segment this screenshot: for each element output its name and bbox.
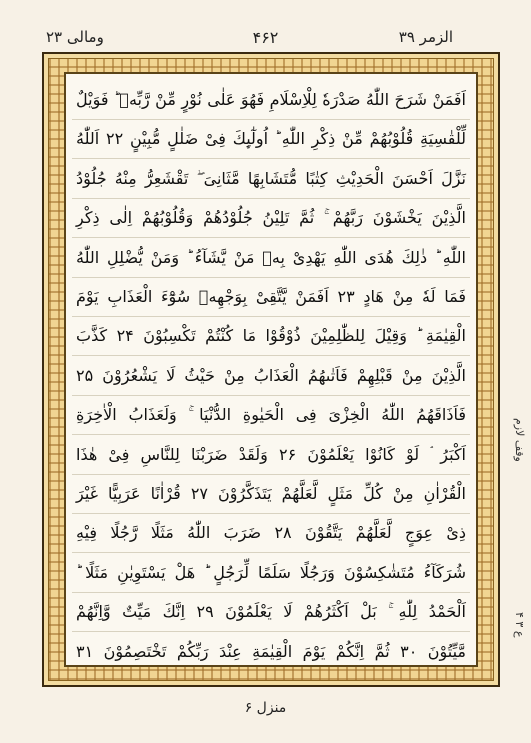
- verse-line: الْقُرْاٰنِ مِنْ كُلِّ مَثَلٍ لَّعَلَّهُمْ یَتَذَكَّرُوْنَ ۲۷ قُرْاٰنًا عَرَبِیًّا غَیْرَ: [72, 474, 470, 514]
- margin-note-ruku: ع ۳ ۴: [513, 612, 526, 638]
- margin-note-waqf: وقف لازم: [513, 418, 526, 462]
- surah-name-header: الزمر ۳۹: [398, 28, 453, 46]
- verse-line: فَمَا لَهٗ مِنْ هَادٍ ۲۳ اَفَمَنْ یَّتَّقِیْ بِوَجْهِهٖ سُوْٓءَ الْعَذَابِ یَوْمَ: [72, 277, 470, 317]
- verse-line: الَّذِیْنَ یَخْشَوْنَ رَبَّهُمْ ۚ ثُمَّ تَلِیْنُ جُلُوْدُهُمْ وَقُلُوْبُهُمْ اِلٰی ذِكْرِ: [72, 198, 470, 238]
- verse-line: شُرَكَآءُ مُتَشٰكِسُوْنَ وَرَجُلًا سَلَمًا لِّرَجُلٍ ؕ هَلْ یَسْتَوِیٰنِ مَثَلًا ؕ: [72, 553, 470, 593]
- verse-line: اَفَمَنْ شَرَحَ اللّٰهُ صَدْرَهٗ لِلْاِسْلَامِ فَهُوَ عَلٰی نُوْرٍ مِّنْ رَّبِّهٖ ؕ فَوَیْلٌ: [72, 80, 470, 120]
- verse-line: مَّیِّتُوْنَ ۳۰ ثُمَّ اِنَّكُمْ یَوْمَ الْقِیٰمَةِ عِنْدَ رَبِّكُمْ تَخْتَصِمُوْنَ ۳۱: [76, 641, 466, 661]
- verse-line: لِّلْقٰسِیَةِ قُلُوْبُهُمْ مِّنْ ذِكْرِ اللّٰهِ ؕ اُولٰٓىِٕكَ فِیْ ضَلٰلٍ مُّبِیْنٍ ۲۲ اَللّٰهُ: [72, 119, 470, 159]
- verse-lines: [72, 80, 470, 659]
- verse-line: فَاَذَاقَهُمُ اللّٰهُ الْخِزْیَ فِی الْحَیٰوةِ الدُّنْیَا ۚ وَلَعَذَابُ الْاٰخِرَةِ: [72, 395, 470, 435]
- verse-line: الَّذِیْنَ مِنْ قَبْلِهِمْ فَاَتٰىهُمُ الْعَذَابُ مِنْ حَیْثُ لَا یَشْعُرُوْنَ ۲۵: [72, 356, 470, 396]
- verse-line: ذِیْ عِوَجٍ لَّعَلَّهُمْ یَتَّقُوْنَ ۲۸ ضَرَبَ اللّٰهُ مَثَلًا رَّجُلًا فِیْهِ: [72, 513, 470, 553]
- verse-line: الْقِیٰمَةِ ؕ وَقِیْلَ لِلظّٰلِمِیْنَ ذُوْقُوْا مَا كُنْتُمْ تَكْسِبُوْنَ ۲۴ كَذَّبَ: [72, 316, 470, 356]
- ornamental-border: [42, 52, 500, 687]
- juz-name-header: ومالی ۲۳: [46, 28, 104, 46]
- page-number: ۴۶۲: [252, 28, 279, 47]
- verse-line: نَزَّلَ اَحْسَنَ الْحَدِیْثِ كِتٰبًا مُّتَشَابِهًا مَّثَانِیَ ۖ تَقْشَعِرُّ مِنْهُ جُلُوْدُ: [72, 159, 470, 199]
- manzil-footer: منزل ۶: [244, 700, 287, 716]
- verse-line: اَكْبَرُ ۘ لَوْ كَانُوْا یَعْلَمُوْنَ ۲۶ وَلَقَدْ ضَرَبْنَا لِلنَّاسِ فِیْ هٰذَا: [72, 435, 470, 475]
- verse-line: اَلْحَمْدُ لِلّٰهِ ۚ بَلْ اَكْثَرُهُمْ لَا یَعْلَمُوْنَ ۲۹ اِنَّكَ مَیِّتٌ وَّاِنَّهُمْ: [72, 592, 470, 632]
- verse-line: اللّٰهِ ؕ ذٰلِكَ هُدَی اللّٰهِ یَهْدِیْ بِهٖ مَنْ یَّشَآءُ ؕ وَمَنْ یُّضْلِلِ اللّٰهُ: [72, 238, 470, 278]
- text-panel: [64, 72, 478, 667]
